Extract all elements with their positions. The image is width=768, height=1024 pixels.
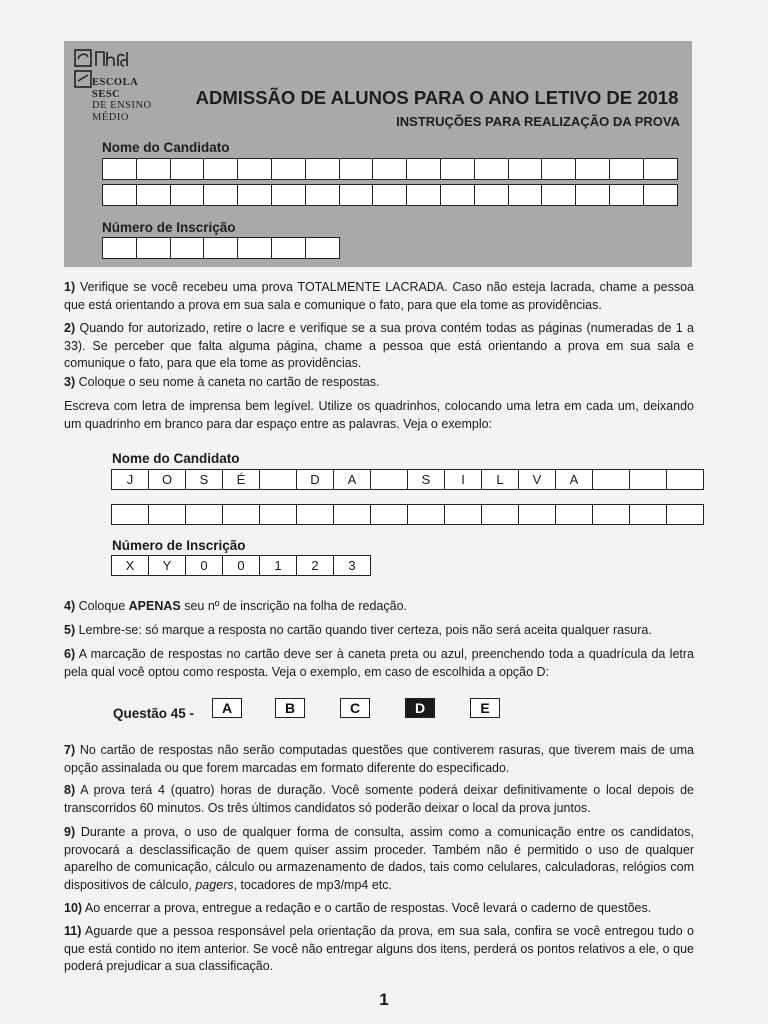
example-name-box: I [444, 469, 482, 490]
instruction-text: Coloque [78, 599, 129, 613]
instruction-11 [64, 923, 694, 976]
instruction-number: 10) [64, 901, 83, 915]
candidate-name-label: Nome do Candidato [102, 140, 230, 155]
instruction-number: 7) [64, 743, 76, 757]
example-name-box: S [185, 469, 223, 490]
school-name-line: DE ENSINO [92, 100, 152, 111]
instruction-text: Ao encerrar a prova, entregue a redação e o cartão de respostas. Você levará o caderno de questões. [84, 901, 652, 915]
example-name-box [370, 469, 408, 490]
school-name-line: SESC [92, 88, 121, 100]
option-e: E [470, 698, 500, 718]
name-box[interactable] [203, 158, 238, 180]
name-box[interactable] [305, 158, 340, 180]
instruction-9 [64, 824, 694, 894]
name-box[interactable] [136, 184, 171, 206]
name-box[interactable] [271, 158, 306, 180]
instruction-text: , tocadores de mp3/mp4 etc. [233, 877, 392, 892]
example-name-box [148, 504, 186, 525]
name-box[interactable] [339, 184, 374, 206]
name-box[interactable] [372, 184, 407, 206]
example-name-box: O [148, 469, 186, 490]
example-registration-box: 2 [296, 555, 334, 576]
instruction-number: 11) [64, 924, 82, 938]
document-title: ADMISSÃO DE ALUNOS PARA O ANO LETIVO DE 2018 [195, 87, 679, 108]
instruction-text: Aguarde que a pessoa responsável pela orientação da prova, em sua sala, confira se você entregou tudo o que está contido no item anterior. Se você não entregar alguns dos itens, perderá os pontos relativos a ele, o que poderá prejudicar a sua classificação. [64, 924, 694, 973]
example-name-box: A [333, 469, 371, 490]
school-name [92, 77, 152, 123]
example-name-box [481, 504, 519, 525]
name-box[interactable] [102, 184, 137, 206]
example-registration-box: Y [148, 555, 186, 576]
name-box[interactable] [339, 158, 374, 180]
name-box[interactable] [170, 158, 205, 180]
example-name-box [407, 504, 445, 525]
school-logo [74, 49, 186, 129]
instruction-text: A marcação de respostas no cartão deve ser à caneta preta ou azul, preenchendo toda a quadrícula da letra pela qual você optou como resposta. Veja o exemplo, em caso de escolhida a opção D: [64, 647, 694, 679]
instruction-6 [64, 646, 694, 681]
school-name-line: ESCOLA [92, 77, 139, 88]
example-name-box [259, 469, 297, 490]
name-box[interactable] [541, 184, 576, 206]
header-block [64, 41, 692, 267]
candidate-name-grid-row1[interactable] [102, 158, 678, 180]
example-name-grid-row1 [111, 469, 704, 490]
example-name-box: V [518, 469, 556, 490]
option-c: C [340, 698, 370, 718]
example-registration-box: 0 [185, 555, 223, 576]
name-box[interactable] [541, 158, 576, 180]
example-question-label: Questão 45 - [113, 706, 195, 721]
instruction-4 [64, 598, 694, 616]
instruction-text: A prova terá 4 (quatro) horas de duração. Você somente poderá deixar definitivamente o local depois de transcorridos 60 minutos. Os três últimos candidatos só poderão deixar o local da prova juntos. [64, 783, 694, 815]
name-box[interactable] [575, 184, 610, 206]
instruction-number: 2) [64, 321, 76, 335]
instruction-number: 8) [64, 783, 76, 797]
instruction-text: Quando for autorizado, retire o lacre e verifique se a sua prova contém todas as páginas (numeradas de 1 a 33). Se perceber que falta alguma página, chame a pessoa que está orientando a prova em sua sala e comunique o fato, para que ela tome as providências. [64, 321, 694, 370]
example-name-box [666, 469, 704, 490]
page-number: 1 [379, 990, 389, 1009]
name-box[interactable] [237, 184, 272, 206]
example-name-box: L [481, 469, 519, 490]
name-box[interactable] [237, 158, 272, 180]
name-box[interactable] [609, 184, 644, 206]
example-registration-box: 1 [259, 555, 297, 576]
registration-box[interactable] [305, 237, 340, 259]
instruction-emphasis: APENAS [128, 599, 181, 613]
instruction-number: 9) [64, 825, 76, 839]
school-name-line: MÉDIO [92, 111, 129, 123]
option-a: A [212, 698, 242, 718]
name-box[interactable] [474, 184, 509, 206]
instruction-text: Lembre-se: só marque a resposta no cartão quando tiver certeza, pois não será aceita qualquer rasura. [78, 623, 652, 637]
example-name-grid-row2 [111, 504, 704, 525]
name-box[interactable] [406, 158, 441, 180]
example-name-box [296, 504, 334, 525]
instruction-3 [64, 374, 694, 392]
example-name-label: Nome do Candidato [112, 451, 240, 466]
name-box[interactable] [305, 184, 340, 206]
example-registration-box: X [111, 555, 149, 576]
name-box[interactable] [474, 158, 509, 180]
example-name-box: J [111, 469, 149, 490]
instruction-number: 3) [64, 375, 76, 389]
registration-box[interactable] [136, 237, 171, 259]
example-name-box [592, 504, 630, 525]
instruction-1 [64, 279, 694, 314]
instruction-text: seu nº de inscrição na folha de redação. [180, 599, 407, 613]
example-registration-label: Número de Inscrição [112, 538, 246, 553]
name-box[interactable] [440, 158, 475, 180]
instruction-number: 4) [64, 599, 76, 613]
example-registration-grid [111, 555, 371, 576]
registration-box[interactable] [170, 237, 205, 259]
example-name-box: S [407, 469, 445, 490]
example-name-box: A [555, 469, 593, 490]
example-name-box [518, 504, 556, 525]
option-b: B [275, 698, 305, 718]
example-name-box [185, 504, 223, 525]
name-box[interactable] [643, 184, 678, 206]
name-box[interactable] [203, 184, 238, 206]
name-box[interactable] [372, 158, 407, 180]
registration-box[interactable] [271, 237, 306, 259]
instruction-2 [64, 320, 694, 373]
name-box[interactable] [508, 184, 543, 206]
instruction-number: 5) [64, 623, 76, 637]
example-name-box [111, 504, 149, 525]
registration-box[interactable] [102, 237, 137, 259]
instruction-text: No cartão de respostas não serão computadas questões que contiverem rasuras, que tiverem mais de uma opção assinalada ou que forem marcadas em formato diferente do especificado. [64, 743, 695, 775]
example-name-box [629, 504, 667, 525]
instruction-text: Verifique se você recebeu uma prova TOTALMENTE LACRADA. Caso não esteja lacrada, chame a pessoa que está orientando a prova em sua sala e comunique o fato, para que ela tome as providências. [64, 280, 694, 312]
instruction-7 [64, 742, 694, 777]
example-name-box [592, 469, 630, 490]
name-box[interactable] [406, 184, 441, 206]
example-name-box [444, 504, 482, 525]
example-name-box [629, 469, 667, 490]
option-d-selected: D [405, 698, 435, 718]
instruction-10 [64, 900, 694, 918]
instruction-3-detail: Escreva com letra de imprensa bem legível. Utilize os quadrinhos, colocando uma letra em cada um, deixando um quadrinho em branco para dar espaço entre as palavras. Veja o exemplo: [64, 399, 694, 431]
instruction-5 [64, 622, 694, 640]
instruction-text: Coloque o seu nome à caneta no cartão de respostas. [78, 375, 380, 389]
instruction-number: 1) [64, 280, 76, 294]
name-box[interactable] [643, 158, 678, 180]
document-subtitle: INSTRUÇÕES PARA REALIZAÇÃO DA PROVA [396, 114, 680, 129]
example-name-box: É [222, 469, 260, 490]
name-box[interactable] [102, 158, 137, 180]
name-box[interactable] [609, 158, 644, 180]
example-name-box [666, 504, 704, 525]
instruction-number: 6) [64, 647, 76, 661]
name-box[interactable] [170, 184, 205, 206]
example-registration-box: 0 [222, 555, 260, 576]
registration-box[interactable] [203, 237, 238, 259]
name-box[interactable] [136, 158, 171, 180]
example-registration-box: 3 [333, 555, 371, 576]
name-box[interactable] [440, 184, 475, 206]
example-name-box: D [296, 469, 334, 490]
example-name-box [370, 504, 408, 525]
candidate-name-grid-row2[interactable] [102, 184, 678, 206]
registration-number-label: Número de Inscrição [102, 220, 236, 235]
example-name-box [555, 504, 593, 525]
name-box[interactable] [271, 184, 306, 206]
example-name-box [222, 504, 260, 525]
example-name-box [333, 504, 371, 525]
instruction-text: Durante a prova, o uso de qualquer forma de consulta, assim como a comunicação entre os candidatos, provocará a desclassificação de quem quiser assim proceder. Também não é permitido o uso de qualquer aparelho de comunicação, cálculo ou armazenamento de dados, tais como celulares, calculadoras, relógios com dispositivos de cálculo, [64, 825, 694, 892]
name-box[interactable] [508, 158, 543, 180]
registration-number-grid[interactable] [102, 237, 340, 259]
name-box[interactable] [575, 158, 610, 180]
example-name-box [259, 504, 297, 525]
instruction-8 [64, 782, 694, 817]
registration-box[interactable] [237, 237, 272, 259]
instruction-italic: pagers [195, 877, 234, 892]
